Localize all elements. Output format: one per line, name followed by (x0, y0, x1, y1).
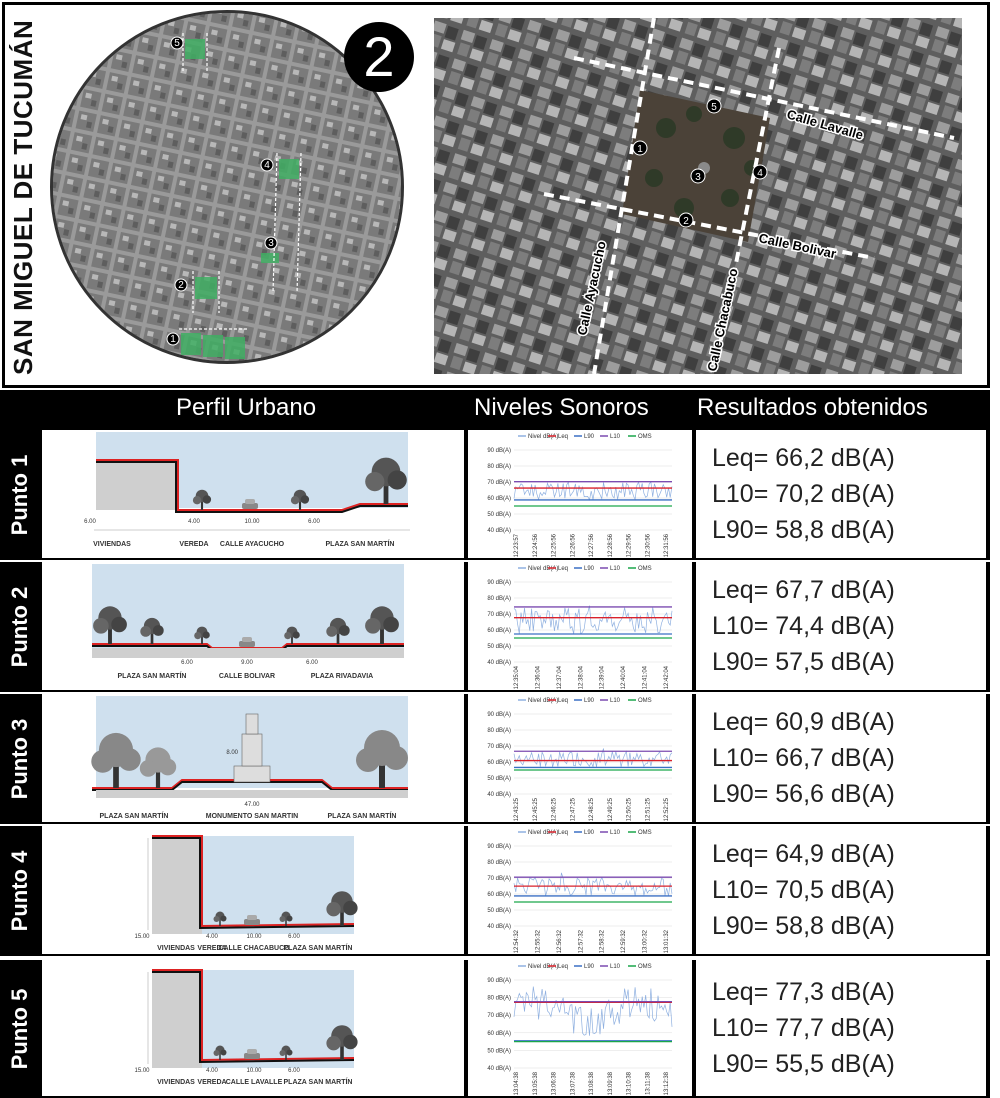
legend-item: OMS (638, 434, 652, 440)
l90-result: L90= 57,5 dB(A) (712, 648, 895, 676)
x-tick: 13:09:38 (607, 1072, 614, 1096)
aerial-photo (434, 18, 962, 374)
legend-item: L90 (584, 964, 595, 970)
x-tick: 13:05:38 (532, 1072, 539, 1096)
profile-label: PLAZA SAN MARTÍN (283, 945, 353, 952)
legend-item: OMS (638, 830, 652, 836)
profile-label: VIVIENDAS (157, 945, 195, 952)
x-tick: 12:27:56 (589, 534, 595, 558)
x-tick: 12:26:56 (570, 534, 577, 558)
map-point-5: 5 (174, 38, 180, 49)
plaza-5 (185, 39, 205, 59)
y-tick: 80 dB(A) (487, 995, 511, 1002)
sound-level-chart (468, 562, 692, 690)
table-header (0, 390, 990, 430)
l10-result: L10= 70,5 dB(A) (712, 876, 895, 904)
sound-chart-svg (468, 694, 692, 822)
l90-result: L90= 58,8 dB(A) (712, 516, 895, 544)
x-tick: 13:04:38 (514, 1072, 520, 1096)
leq-result: Leq= 64,9 dB(A) (712, 840, 895, 868)
row-label (0, 430, 40, 558)
x-tick: 13:08:38 (589, 1072, 595, 1096)
legend-item: Nivel dB(A) (528, 566, 559, 572)
y-tick: 60 dB(A) (487, 496, 511, 502)
nivel-series (514, 987, 672, 1036)
dimension-label: 6.00 (308, 519, 320, 525)
sound-level-chart (468, 694, 692, 822)
y-tick: 60 dB(A) (487, 892, 511, 898)
dimension-label: 4.00 (188, 519, 200, 525)
x-tick: 12:51:25 (645, 798, 652, 822)
nivel-series (514, 873, 672, 896)
y-tick: 50 dB(A) (487, 1048, 511, 1055)
y-tick: 50 dB(A) (487, 512, 511, 518)
x-tick: 12:42:04 (664, 666, 670, 690)
row-label (0, 694, 40, 822)
y-tick: 60 dB(A) (487, 628, 511, 634)
results-panel (696, 430, 986, 558)
city-title: SAN MIGUEL DE TUCUMÁN (8, 19, 38, 375)
sound-chart-svg (468, 960, 692, 1096)
header-resultados: Resultados obtenidos (697, 394, 928, 421)
y-tick: 90 dB(A) (487, 844, 511, 850)
legend-item: OMS (638, 698, 652, 704)
leq-result: Leq= 60,9 dB(A) (712, 708, 895, 736)
y-tick: 50 dB(A) (487, 908, 511, 914)
dimension-label: 10.00 (246, 1068, 262, 1074)
x-tick: 12:37:04 (556, 666, 563, 690)
street-label-chacabuco: Calle Chacabuco (704, 267, 741, 373)
l90-result: L90= 56,6 dB(A) (712, 780, 895, 808)
plaza-3 (261, 253, 279, 263)
table-row (0, 960, 990, 1098)
x-tick: 12:36:04 (535, 666, 542, 690)
point-label: Punto 2 (7, 586, 32, 668)
legend-item: L10 (610, 698, 621, 704)
profile-label: PLAZA SAN MARTÍN (325, 541, 395, 548)
row-label (0, 826, 40, 954)
profile-label: CALLE AYACUCHO (219, 541, 285, 548)
legend-item: Leq (558, 566, 569, 572)
dimension-label: 6.00 (181, 660, 193, 666)
x-tick: 12:58:32 (599, 930, 606, 954)
l10-result: L10= 66,7 dB(A) (712, 744, 895, 772)
x-tick: 12:31:56 (664, 534, 670, 558)
x-tick: 12:59:32 (621, 930, 628, 954)
urban-profile-section (42, 826, 464, 954)
legend-item: L10 (610, 964, 621, 970)
leq-result: Leq= 66,2 dB(A) (712, 444, 895, 472)
legend-item: Nivel dB(A) (528, 830, 559, 836)
y-tick: 70 dB(A) (487, 612, 511, 618)
y-tick: 80 dB(A) (487, 860, 511, 866)
dimension-label: 6.00 (288, 1068, 300, 1074)
table-row (0, 826, 990, 956)
x-tick: 12:54:32 (514, 930, 520, 954)
row-label (0, 562, 40, 690)
x-tick: 13:00:32 (642, 930, 649, 954)
y-tick: 70 dB(A) (487, 480, 511, 486)
l10-result: L10= 74,4 dB(A) (712, 612, 895, 640)
x-tick: 12:55:32 (535, 930, 542, 954)
legend-item: Nivel dB(A) (528, 434, 559, 440)
sound-level-chart (468, 826, 692, 954)
results-panel (696, 826, 986, 954)
svg-text:8.00: 8.00 (226, 750, 238, 756)
sound-level-chart (468, 430, 692, 558)
dimension-label: 4.00 (206, 934, 218, 940)
y-tick: 40 dB(A) (487, 792, 511, 798)
x-tick: 13:06:38 (551, 1072, 558, 1096)
x-tick: 13:12:38 (664, 1072, 670, 1096)
profile-label: PLAZA SAN MARTÍN (99, 813, 169, 820)
map-point-2: 2 (178, 280, 184, 291)
legend-item: Nivel dB(A) (528, 698, 559, 704)
x-tick: 12:25:56 (551, 534, 558, 558)
x-tick: 12:43:25 (514, 798, 520, 822)
legend-item: L90 (584, 698, 595, 704)
legend-item: Leq (558, 434, 569, 440)
profile-label: PLAZA SAN MARTÍN (117, 673, 187, 680)
urban-profile-section (42, 562, 464, 690)
x-tick: 12:38:04 (578, 666, 585, 690)
svg-text:4: 4 (757, 168, 763, 179)
dimension-label: 10.00 (246, 934, 262, 940)
plaza-4 (279, 159, 299, 179)
row-label (0, 960, 40, 1096)
dimension-label: 6.00 (288, 934, 300, 940)
x-tick: 12:41:04 (642, 666, 649, 690)
y-tick: 60 dB(A) (487, 760, 511, 766)
legend-item: L10 (610, 566, 621, 572)
profile-label: VIVIENDAS (93, 541, 131, 548)
svg-text:5: 5 (711, 102, 717, 113)
profile-label: PLAZA SAN MARTÍN (283, 1079, 353, 1086)
profile-label: CALLE BOLIVAR (218, 673, 276, 680)
y-tick: 80 dB(A) (487, 464, 511, 470)
y-tick: 90 dB(A) (487, 580, 511, 586)
x-tick: 12:45:25 (532, 798, 539, 822)
y-tick: 60 dB(A) (487, 1030, 511, 1037)
x-tick: 13:01:32 (664, 930, 670, 954)
x-tick: 12:49:25 (607, 798, 614, 822)
legend-item: OMS (638, 964, 652, 970)
dimension-label: 6.00 (306, 660, 318, 666)
profile-label: PLAZA RIVADAVIA (310, 673, 374, 680)
y-tick: 50 dB(A) (487, 776, 511, 782)
urban-profile-section (42, 430, 464, 558)
x-tick: 12:47:25 (570, 798, 577, 822)
profile-label: MONUMENTO SAN MARTIN (205, 813, 299, 820)
l10-result: L10= 70,2 dB(A) (712, 480, 895, 508)
point-label: Punto 3 (7, 718, 32, 800)
section-number-badge: 2 (344, 22, 414, 92)
leq-result: Leq= 67,7 dB(A) (712, 576, 895, 604)
street-label-ayacucho: Calle Ayacucho (574, 239, 609, 337)
x-tick: 12:28:56 (607, 534, 614, 558)
legend-item: L90 (584, 830, 595, 836)
x-tick: 13:07:38 (570, 1072, 577, 1096)
dimension-label: 9.00 (241, 660, 253, 666)
x-tick: 12:23:57 (514, 534, 520, 558)
results-panel (696, 562, 986, 690)
y-tick: 70 dB(A) (487, 876, 511, 882)
sound-chart-svg (468, 562, 692, 690)
x-tick: 12:57:32 (578, 930, 585, 954)
legend-item: Leq (558, 964, 569, 970)
leq-result: Leq= 77,3 dB(A) (712, 978, 895, 1006)
x-tick: 12:24:56 (532, 534, 539, 558)
y-tick: 90 dB(A) (487, 978, 511, 984)
legend-item: Nivel dB(A) (528, 964, 559, 970)
legend-item: Leq (558, 830, 569, 836)
legend-item: L10 (610, 434, 621, 440)
dimension-label: 6.00 (84, 519, 96, 525)
y-tick: 40 dB(A) (487, 924, 511, 930)
legend-item: L10 (610, 830, 621, 836)
map-point-1: 1 (170, 334, 176, 345)
profile-label: VEREDA (179, 541, 209, 548)
sound-chart-svg (468, 826, 692, 954)
point-label: Punto 4 (7, 850, 32, 932)
x-tick: 12:56:32 (556, 930, 563, 954)
point-label: Punto 5 (7, 988, 32, 1070)
x-tick: 13:10:38 (626, 1072, 633, 1096)
point-label: Punto 1 (7, 454, 32, 536)
y-tick: 50 dB(A) (487, 644, 511, 650)
l90-result: L90= 55,5 dB(A) (712, 1050, 895, 1078)
table-row (0, 694, 990, 824)
profile-label: PLAZA SAN MARTÍN (327, 813, 397, 820)
y-tick: 90 dB(A) (487, 448, 511, 454)
y-tick: 80 dB(A) (487, 596, 511, 602)
profile-label: CALLE LAVALLE (225, 1079, 283, 1086)
y-tick: 40 dB(A) (487, 1066, 511, 1072)
svg-text:3: 3 (695, 172, 701, 183)
legend-item: L90 (584, 566, 595, 572)
legend-item: L90 (584, 434, 595, 440)
x-tick: 13:11:38 (645, 1072, 652, 1095)
y-tick: 70 dB(A) (487, 1013, 511, 1020)
street-label-lavalle: Calle Lavalle (785, 106, 866, 143)
svg-text:2: 2 (683, 216, 689, 227)
dimension-label: 15.00 (134, 1068, 150, 1074)
map-point-3: 3 (268, 238, 274, 249)
header-perfil-urbano: Perfil Urbano (176, 394, 317, 421)
legend-item: Leq (558, 698, 569, 704)
dimension-label: 4.00 (206, 1068, 218, 1074)
profile-drawing (42, 562, 464, 690)
profile-drawing (42, 960, 464, 1096)
x-tick: 12:35:04 (514, 666, 520, 690)
y-tick: 40 dB(A) (487, 660, 511, 666)
legend-item: OMS (638, 566, 652, 572)
profile-label: VEREDA (197, 1079, 227, 1086)
results-panel (696, 694, 986, 822)
sound-chart-svg (468, 430, 692, 558)
x-tick: 12:50:25 (626, 798, 633, 822)
l90-result: L90= 58,8 dB(A) (712, 912, 895, 940)
x-tick: 12:48:25 (589, 798, 595, 822)
x-tick: 12:39:04 (599, 666, 606, 690)
l10-result: L10= 77,7 dB(A) (712, 1014, 895, 1042)
dimension-label: 15.00 (134, 934, 150, 940)
profile-label: VIVIENDAS (157, 1079, 195, 1086)
svg-text:47.00: 47.00 (244, 802, 260, 808)
svg-text:1: 1 (637, 144, 643, 155)
header-niveles-sonoros: Niveles Sonoros (474, 394, 649, 421)
urban-profile-section (42, 960, 464, 1096)
map-point-4: 4 (264, 160, 270, 171)
x-tick: 12:29:56 (626, 534, 633, 558)
aerial-map (434, 18, 962, 374)
y-tick: 70 dB(A) (487, 744, 511, 750)
y-tick: 90 dB(A) (487, 712, 511, 718)
street-label-bolivar: Calle Bolivar (757, 230, 838, 262)
y-tick: 80 dB(A) (487, 728, 511, 734)
profile-drawing (42, 694, 464, 822)
table-row (0, 430, 990, 560)
profile-drawing (42, 826, 464, 954)
nivel-series (514, 482, 672, 500)
profile-drawing (42, 430, 464, 558)
profile-label: CALLE CHACABUCO (218, 945, 290, 952)
sound-level-chart (468, 960, 692, 1096)
dimension-label: 10.00 (244, 519, 260, 525)
y-tick: 40 dB(A) (487, 528, 511, 534)
profile-label: VEREDA (197, 945, 227, 952)
urban-profile-section (42, 694, 464, 822)
table-row (0, 562, 990, 692)
nivel-series (514, 606, 672, 634)
results-panel (696, 960, 986, 1096)
x-tick: 12:40:04 (621, 666, 628, 690)
x-tick: 12:30:56 (645, 534, 652, 558)
plaza-2 (195, 277, 217, 299)
x-tick: 12:46:25 (551, 798, 558, 822)
x-tick: 12:52:25 (664, 798, 670, 822)
